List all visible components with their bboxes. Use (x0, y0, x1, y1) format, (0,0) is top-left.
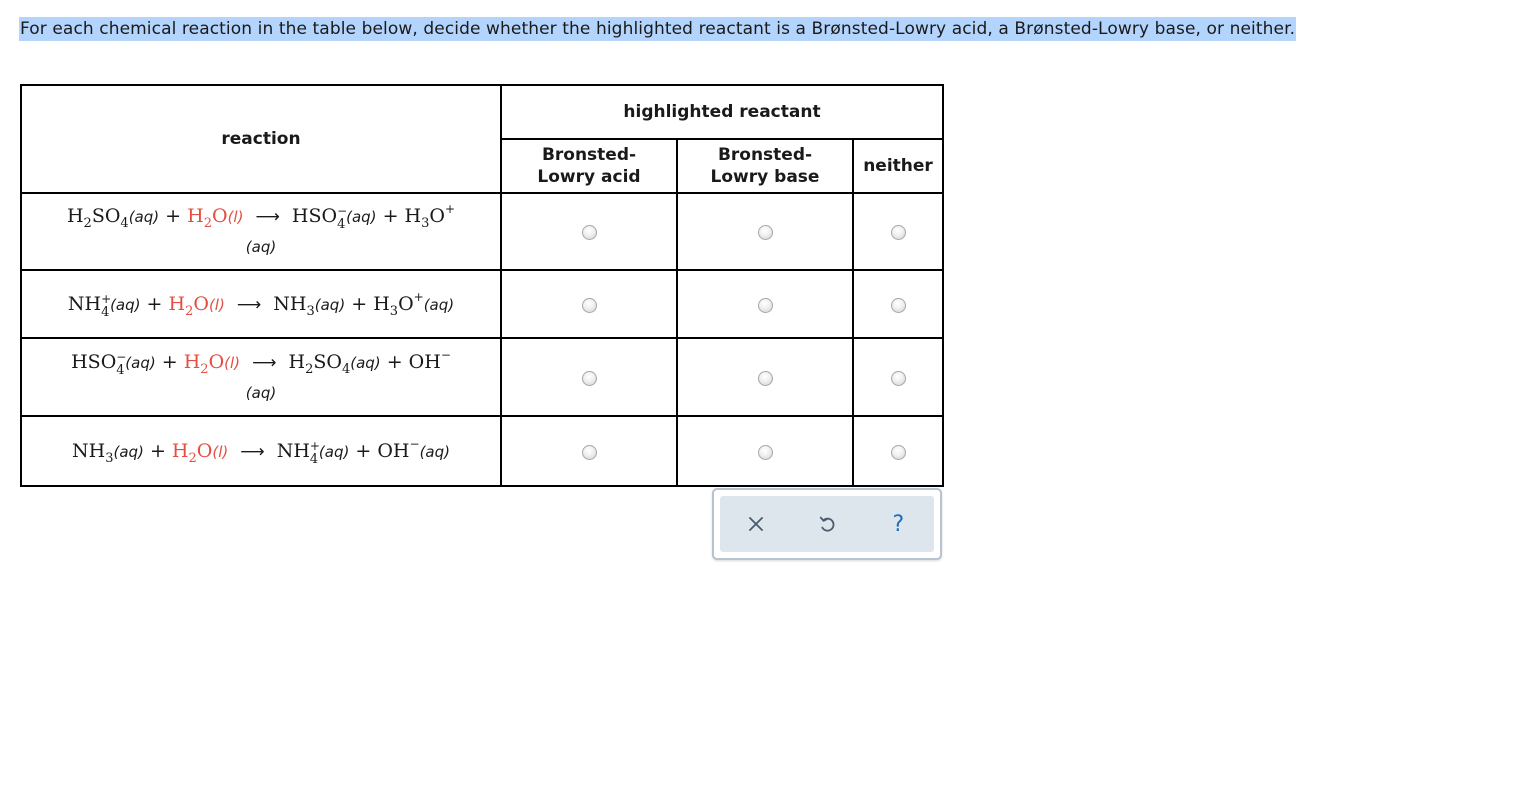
radio-acid[interactable] (582, 371, 597, 386)
reaction-equation: NH + 4 $(aq) + H_2O(l)$ ⟶ $NH_3(aq) + H_3O^+(aq)$ (21, 270, 501, 338)
radio-neither[interactable] (891, 445, 906, 460)
option-header-base: Bronsted- Lowry base (677, 139, 853, 193)
table-row (21, 338, 943, 416)
reaction-equation: $NH_3(aq) + H_2O(l)$ ⟶ NH + 4 (aq) + OH−(aq) (21, 416, 501, 486)
highlighted-reactant: $H_2O(l)$ (171, 439, 229, 466)
radio-acid[interactable] (582, 225, 597, 240)
reaction-header: reaction (21, 85, 501, 193)
table-row (21, 416, 943, 486)
reaction-table (20, 84, 944, 487)
radio-neither[interactable] (891, 225, 906, 240)
help-icon: ? (892, 511, 905, 537)
highlighted-reactant: $H_2O(l)$ (187, 205, 244, 231)
clear-button[interactable] (740, 508, 772, 540)
toolbar-panel (720, 496, 934, 552)
reaction-equation: HSO − 4 $(aq) + H_2O(l)$ ⟶ $H_2SO_4(aq) + OH^-$ (aq) (21, 338, 501, 416)
highlighted-reactant: $H_2O(l)$ (183, 350, 241, 377)
radio-base[interactable] (758, 371, 773, 386)
option-header-neither: neither (853, 139, 943, 193)
option-header-acid: Bronsted- Lowry acid (501, 139, 677, 193)
close-icon (748, 516, 764, 532)
instructions-text: For each chemical reaction in the table below, decide whether the highlighted reactant is a Brønsted-Lowry acid, a Brønsted-Lowry base, or neither. (20, 19, 1296, 39)
highlighted-reactant-header: highlighted reactant (501, 85, 943, 139)
radio-base[interactable] (758, 298, 773, 313)
answer-toolbar (712, 488, 942, 560)
undo-button[interactable] (811, 508, 843, 540)
radio-neither[interactable] (891, 371, 906, 386)
radio-acid[interactable] (582, 298, 597, 313)
radio-acid[interactable] (582, 445, 597, 460)
radio-neither[interactable] (891, 298, 906, 313)
radio-base[interactable] (758, 445, 773, 460)
table-row (21, 193, 943, 270)
help-button[interactable] (882, 508, 914, 540)
table-row (21, 270, 943, 338)
undo-icon (818, 515, 836, 533)
reaction-equation: $H_2SO_4(aq) + H_2O(l)$ ⟶ HSO − 4 $(aq) + H_3O^+$ (aq) (21, 193, 501, 270)
radio-base[interactable] (758, 225, 773, 240)
highlighted-reactant: $H_2O(l)$ (168, 292, 225, 319)
